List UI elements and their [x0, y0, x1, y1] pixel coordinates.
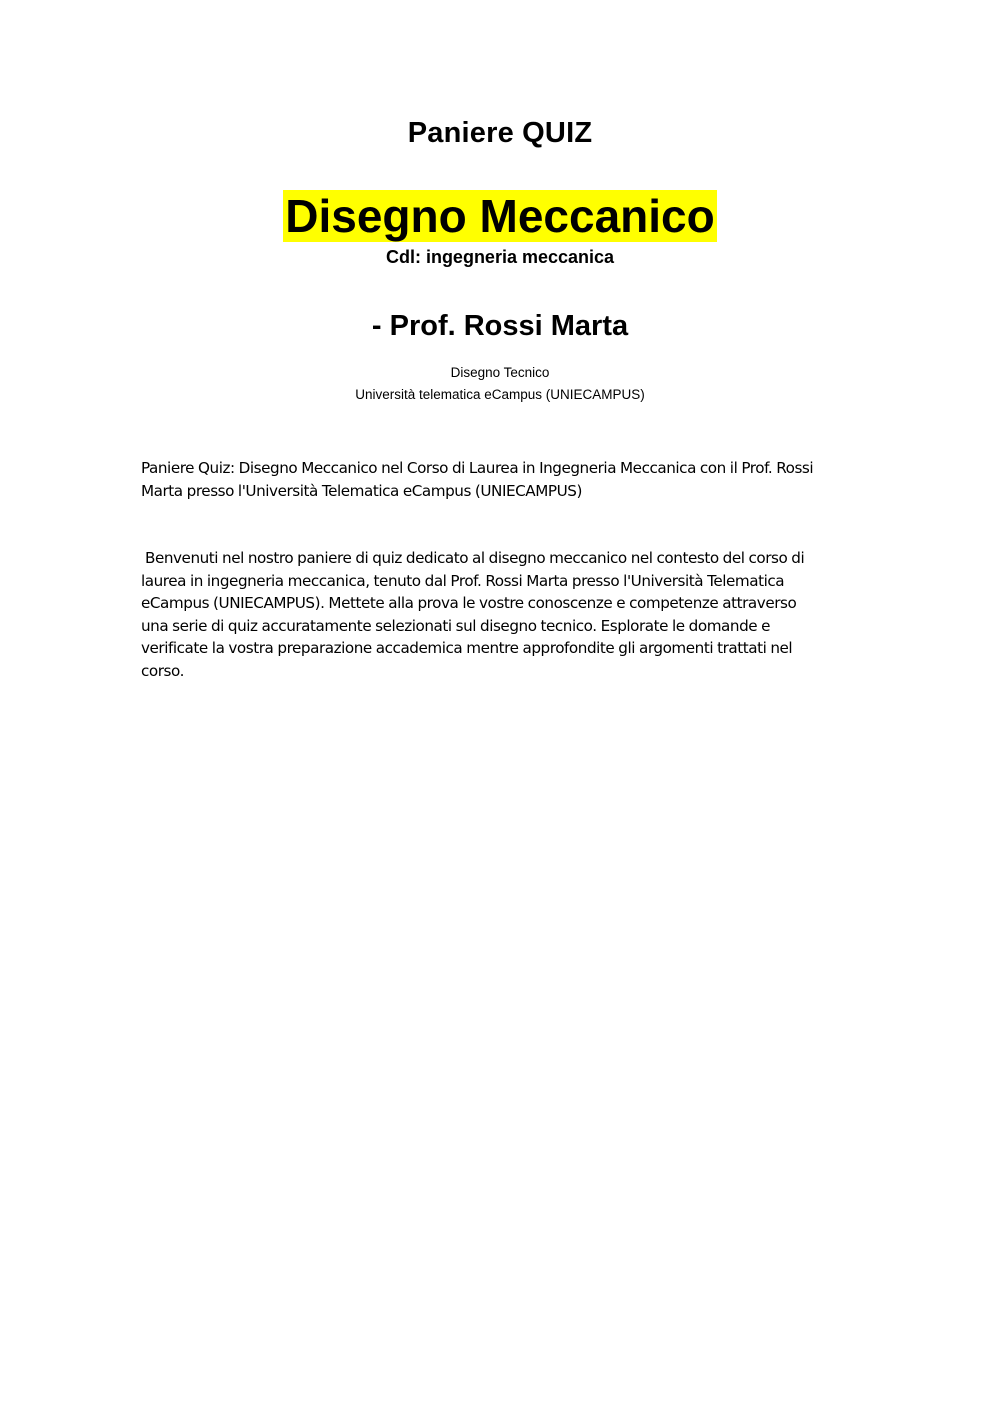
description-line: Benvenuti nel nostro paniere di quiz dedicato al disegno meccanico nel contesto del corso di	[141, 549, 805, 567]
intro-line: Marta presso l'Università Telematica eCampus (UNIECAMPUS)	[141, 481, 582, 500]
subject-name: Disegno Tecnico	[450, 365, 550, 380]
description-line: laurea in ingegneria meccanica, tenuto dal Prof. Rossi Marta presso l'Università Telematica	[141, 571, 785, 590]
course-title: Disegno Meccanico	[285, 190, 715, 242]
quiz-label: Paniere QUIZ	[407, 117, 593, 149]
university-name: Università telematica eCampus (UNIECAMPUS)	[355, 387, 645, 402]
description-line: corso.	[141, 661, 184, 680]
professor-name: - Prof. Rossi Marta	[371, 310, 629, 342]
description-line: eCampus (UNIECAMPUS). Mettete alla prova le vostre conoscenze e competenze attraverso	[141, 594, 797, 613]
description-line: verificate la vostra preparazione accademica mentre approfondite gli argomenti trattati nel	[141, 639, 793, 658]
degree-course-label: Cdl: ingegneria meccanica	[385, 247, 615, 267]
description-paragraph	[141, 547, 861, 683]
description-line: una serie di quiz accuratamente selezionati sul disegno tecnico. Esplorate le domande e	[141, 616, 771, 635]
intro-paragraph	[141, 457, 861, 502]
intro-line: Paniere Quiz: Disegno Meccanico nel Corso di Laurea in Ingegneria Meccanica con il Prof. Rossi	[141, 459, 814, 477]
